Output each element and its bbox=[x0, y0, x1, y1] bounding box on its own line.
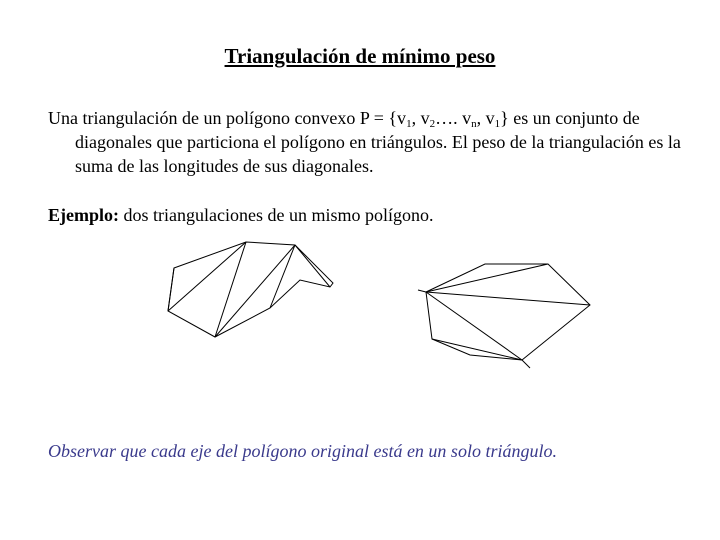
edge-extension bbox=[522, 360, 530, 368]
subscript-2: 2 bbox=[429, 118, 436, 130]
definition-text-2: , v bbox=[411, 108, 430, 128]
diagonal bbox=[270, 245, 295, 308]
example-line bbox=[48, 203, 433, 227]
diagonal bbox=[168, 268, 174, 311]
observation-note: Observar que cada eje del polígono original está en un solo triángulo. bbox=[48, 441, 557, 461]
polygon-triangulation-right bbox=[418, 264, 590, 368]
definition-text-4: , v bbox=[476, 108, 495, 128]
diagonal bbox=[426, 292, 522, 360]
definition-text-5: } es un conjunto de diagonales que particiona el polígono en triángulos. El peso de la triangulación es la suma de las longitudes de sus diagonales. bbox=[75, 108, 681, 176]
definition-text-3: …. v bbox=[435, 108, 472, 128]
subscript-1: 1 bbox=[406, 118, 412, 130]
example-text: dos triangulaciones de un mismo polígono. bbox=[119, 205, 434, 225]
polygon-outline-right bbox=[426, 264, 590, 360]
diagonal bbox=[432, 339, 522, 360]
page-title: Triangulación de mínimo peso bbox=[224, 44, 496, 68]
example-label: Ejemplo: bbox=[48, 205, 119, 225]
definition-text-1: Una triangulación de un polígono convexo P = {v bbox=[48, 108, 407, 128]
definition-paragraph bbox=[48, 106, 688, 178]
subscript-n: n bbox=[471, 118, 477, 130]
subscript-1b: 1 bbox=[494, 118, 501, 130]
triangulation-figures bbox=[150, 230, 600, 375]
diagonal bbox=[426, 264, 548, 292]
diagonal bbox=[295, 245, 330, 287]
edge-extension bbox=[418, 290, 426, 292]
polygon-triangulation-left bbox=[168, 242, 333, 337]
diagonal bbox=[426, 292, 590, 305]
